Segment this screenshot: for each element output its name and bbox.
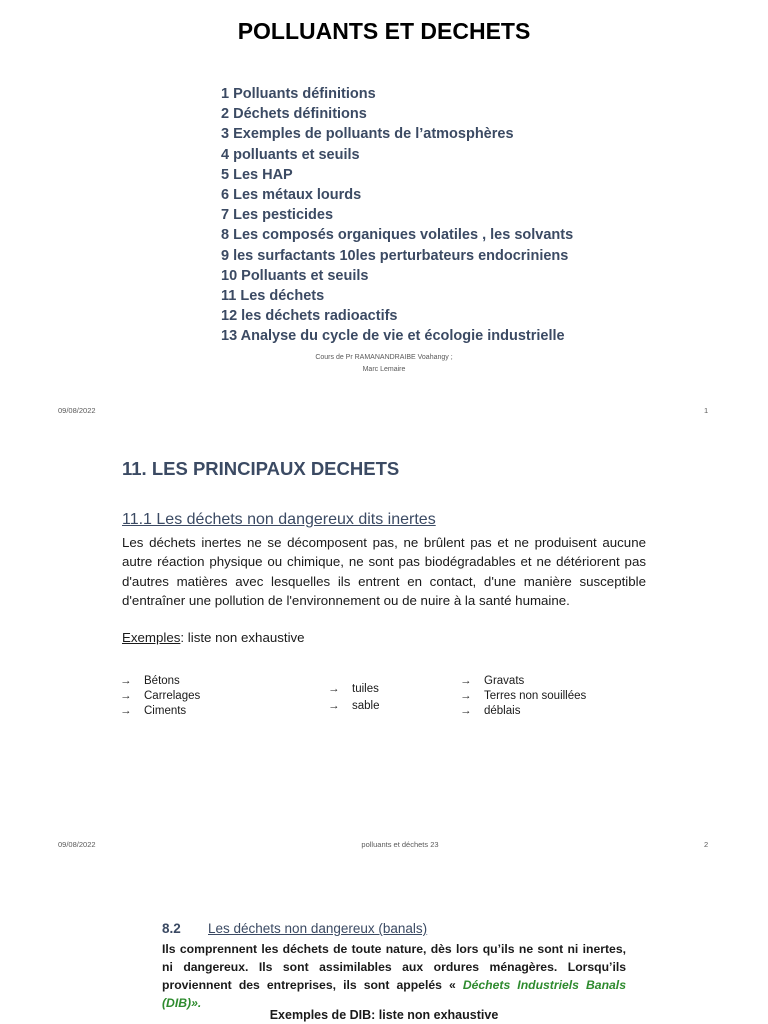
toc-item: 6 Les métaux lourds [221,186,362,203]
footer-title: polluants et déchets 23 [361,840,439,849]
list-item: → Bétons [120,675,180,687]
footer-page-number: 2 [704,840,709,849]
body-paragraph: Ils comprennent les déchets de toute nature, dès lors qu’ils ne sont ni inertes, ni dangereux. Ils sont assimilables aux ordures ménagères. Lorsqu’ils proviennent des entreprises, ils sont appelés « Déchets Industriels Banals (DIB)». [162,942,626,1010]
dib-term: Déchets Industriels Banals (DIB) [162,978,626,1010]
toc-item: 7 Les pesticides [221,207,334,224]
toc-item: 8 Les composés organiques volatiles , les solvants [221,227,574,244]
arrow-icon: → [460,675,472,687]
arrow-icon: → [460,690,472,702]
arrow-icon: → [460,705,472,717]
examples-column [460,674,586,719]
section-heading: 11. LES PRINCIPAUX DECHETS [122,458,400,479]
list-item: → déblais [460,705,521,717]
section-number: 8.2 [162,921,181,936]
list-item: → sable [328,698,380,715]
toc-item: 5 Les HAP [221,166,293,183]
toc-item: 1 Polluants définitions [221,86,376,102]
footer-date: 09/08/2022 [58,840,96,849]
section-heading [162,921,427,936]
toc-item: 12 les déchets radioactifs [221,308,398,325]
subsection-heading: 11.1 Les déchets non dangereux dits inertes [122,511,436,528]
slide-title: POLLUANTS ET DECHETS [237,18,531,44]
toc-item: 4 polluants et seuils [221,146,360,163]
list-item: → tuiles [328,681,380,698]
credit-line: Marc Lemaire [362,366,406,373]
body-paragraph: Les déchets inertes ne se décomposent pas, ne brûlent pas et ne produisent aucune autre réaction physique ou chimique, ne sont pas biodégradables et ne détériorent pas d'autres matières avec lesquelles ils entrent en contact, d'une manière susceptible d'entraîner une pollution de l'environnement ou de nuire à la santé humaine. [122,535,646,608]
list-item: → Terres non souillées [460,690,587,702]
examples-suffix: : liste non exhaustive [180,630,305,645]
toc-item: 13 Analyse du cycle de vie et écologie industrielle [221,328,565,345]
course-credit [0,352,768,376]
arrow-icon: → [120,675,132,687]
list-item: → Ciments [120,705,187,717]
examples-label: Exemples [122,630,181,645]
list-item: → Gravats [460,675,525,687]
footer-date: 09/08/2022 [58,406,96,415]
examples-column [120,674,200,719]
toc-item: 2 Déchets définitions [221,106,367,123]
footer-page-number: 1 [704,406,709,415]
table-of-contents [221,84,573,346]
list-item: → Carrelages [120,690,201,702]
examples-column [328,681,380,715]
examples-line [122,630,305,645]
arrow-icon: → [120,705,132,717]
arrow-icon: → [328,683,340,695]
toc-item: 9 les surfactants 10les perturbateurs endocriniens [221,247,569,264]
toc-item: 11 Les déchets [221,287,325,304]
toc-item: 10 Polluants et seuils [221,267,369,284]
credit-line: Cours de Pr RAMANANDRAIBE Voahangy ; [315,354,453,361]
arrow-icon: → [120,690,132,702]
section-title: Les déchets non dangereux (banals) [208,921,428,936]
examples-heading: Exemples de DIB: liste non exhaustive [269,1008,499,1022]
arrow-icon: → [328,700,340,712]
toc-item: 3 Exemples de polluants de l’atmosphères [221,126,514,143]
